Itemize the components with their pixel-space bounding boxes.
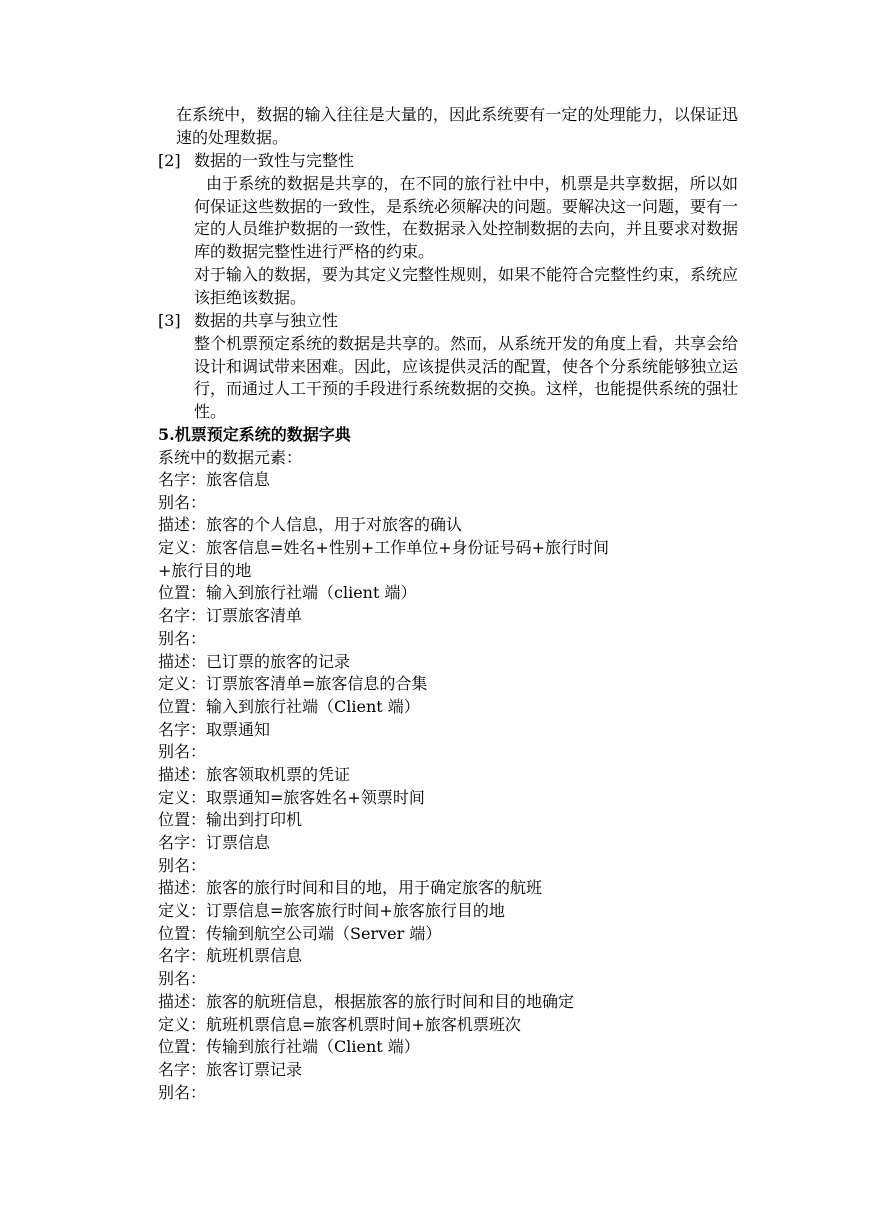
dictionary-line: 定义：旅客信息=姓名+性别+工作单位+身份证号码+旅行时间 <box>158 538 610 558</box>
dictionary-line: 位置：传输到旅行社端（Client 端） <box>158 1037 420 1057</box>
data-dictionary-list <box>158 469 609 1104</box>
item-2-number: [2] <box>158 151 181 170</box>
dictionary-line: 位置：输出到打印机 <box>158 810 303 830</box>
dictionary-line: 别名： <box>158 492 207 512</box>
dictionary-line: 位置：输入到旅行社端（client 端） <box>158 583 417 603</box>
dictionary-line: 位置：传输到航空公司端（Server 端） <box>158 923 442 943</box>
item-3-heading <box>158 310 338 333</box>
dictionary-line: 描述：旅客的旅行时间和目的地，用于确定旅客的航班 <box>158 878 543 898</box>
section-5-intro: 系统中的数据元素： <box>158 448 303 467</box>
item-2-paragraph-1: 由于系统的数据是共享的，在不同的旅行社中中，机票是共享数据，所以如何保证这些数据的一致性，是系统必须解决的问题。要解决这一问题，要有一定的人员维护数据的一致性，在数据录入处控制数据的去向，并且要求对数据库的数据完整性进行严格的约束。 <box>194 174 739 262</box>
dictionary-line: 位置：输入到旅行社端（Client 端） <box>158 696 420 716</box>
item-2-paragraph-2: 对于输入的数据，要为其定义完整性规则，如果不能符合完整性约束，系统应该拒绝该数据。 <box>194 265 739 307</box>
dictionary-line: 描述：旅客领取机票的凭证 <box>158 764 351 784</box>
dictionary-line: 定义：订票旅客清单=旅客信息的合集 <box>158 674 428 694</box>
dictionary-line: 描述：旅客的个人信息，用于对旅客的确认 <box>158 515 463 535</box>
dictionary-line: 名字：订票旅客清单 <box>158 606 303 626</box>
item-3-title: 数据的共享与独立性 <box>194 311 339 330</box>
dictionary-line: 名字：航班机票信息 <box>158 946 303 966</box>
dictionary-line: 名字：旅客信息 <box>158 470 271 489</box>
item-2-title: 数据的一致性与完整性 <box>194 151 355 170</box>
item-3-paragraph: 整个机票预定系统的数据是共享的。然而，从系统开发的角度上看，共享会给设计和调试带来困难。因此，应该提供灵活的配置，使各个分系统能够独立运行，而通过人工干预的手段进行系统数据的交换。这样，也能提供系统的强壮性。 <box>194 334 739 422</box>
item-3-number: [3] <box>158 311 181 330</box>
dictionary-line: 别名： <box>158 855 207 875</box>
dictionary-line: 别名： <box>158 969 207 989</box>
dictionary-line: 定义：航班机票信息=旅客机票时间+旅客机票班次 <box>158 1014 521 1034</box>
dictionary-line: 别名： <box>158 628 207 648</box>
dictionary-line: 名字：取票通知 <box>158 719 271 739</box>
dictionary-line: 描述：旅客的航班信息，根据旅客的旅行时间和目的地确定 <box>158 991 575 1011</box>
dictionary-line: 描述：已订票的旅客的记录 <box>158 651 351 671</box>
dictionary-line: 定义：取票通知=旅客姓名+领票时间 <box>158 787 425 807</box>
dictionary-line: 定义：订票信息=旅客旅行时间+旅客旅行目的地 <box>158 901 505 921</box>
item-2-heading <box>158 150 354 173</box>
section-5-heading: 5.机票预定系统的数据字典 <box>158 425 351 444</box>
dictionary-line: 名字：旅客订票记录 <box>158 1059 303 1079</box>
dictionary-line: 别名： <box>158 742 207 762</box>
dictionary-line: 别名： <box>158 1082 207 1102</box>
dictionary-line: 名字：订票信息 <box>158 833 271 852</box>
intro-paragraph: 在系统中，数据的输入往往是大量的，因此系统要有一定的处理能力，以保证迅速的处理数据。 <box>176 105 738 147</box>
dictionary-line: +旅行目的地 <box>158 560 252 580</box>
